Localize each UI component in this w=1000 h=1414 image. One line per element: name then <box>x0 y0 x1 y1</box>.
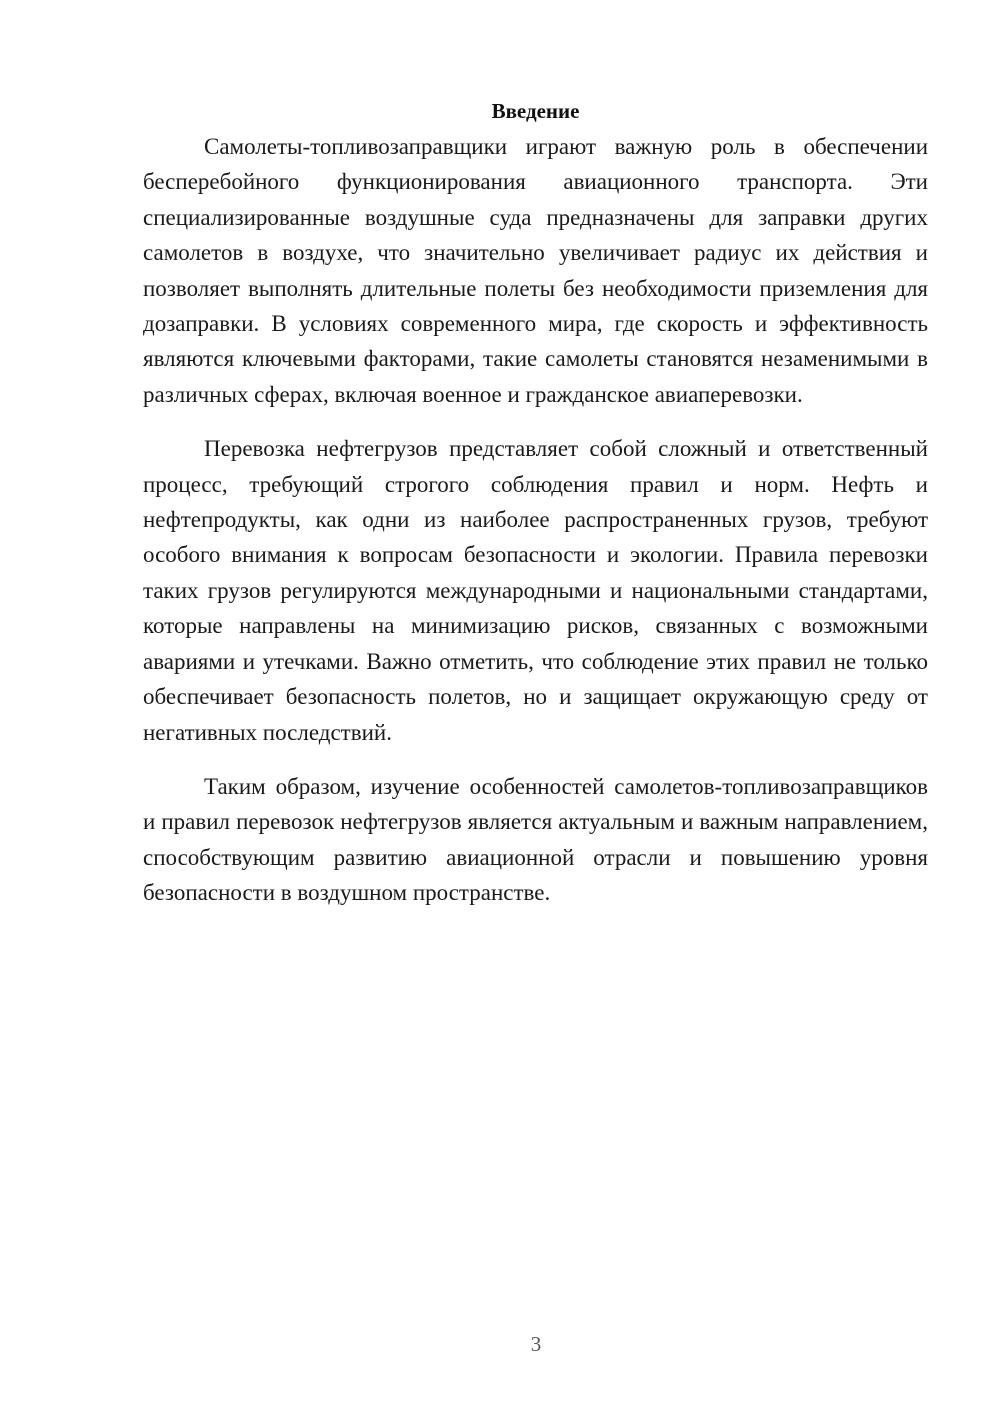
paragraph-2: Перевозка нефтегрузов представляет собой сложный и ответственный процесс, требующий строгого соблюдения правил и норм. Нефть и нефтепродукты, как одни из наиболее распространенных грузов, требуют особого внимания к вопросам безопасности и экологии. Правила перевозки таких грузов регулируются международными и национальными стандартами, которые направлены на минимизацию рисков, связанных с возможными авариями и утечками. Важно отметить, что соблюдение этих правил не только обеспечивает безопасность полетов, но и защищает окружающую среду от негативных последствий. <box>143 436 928 745</box>
page-content <box>143 95 928 930</box>
paragraph-3: Таким образом, изучение особенностей самолетов-топливозаправщиков и правил перевозок нефтегрузов является актуальным и важным направлением, способствующим развитию авиационной отрасли и повышению уровня безопасности в воздушном пространстве. <box>143 773 928 906</box>
section-heading: Введение <box>491 99 580 123</box>
page-number: 3 <box>530 1332 542 1356</box>
paragraph-1: Самолеты-топливозаправщики играют важную роль в обеспечении бесперебойного функционирования авиационного транспорта. Эти специализированные воздушные суда предназначены для заправки других самолетов в воздухе, что значительно увеличивает радиус их действия и позволяет выполнять длительные полеты без необходимости приземления для дозаправки. В условиях современного мира, где скорость и эффективность являются ключевыми факторами, такие самолеты становятся незаменимыми в различных сферах, включая военное и гражданское авиаперевозки. <box>143 134 928 407</box>
